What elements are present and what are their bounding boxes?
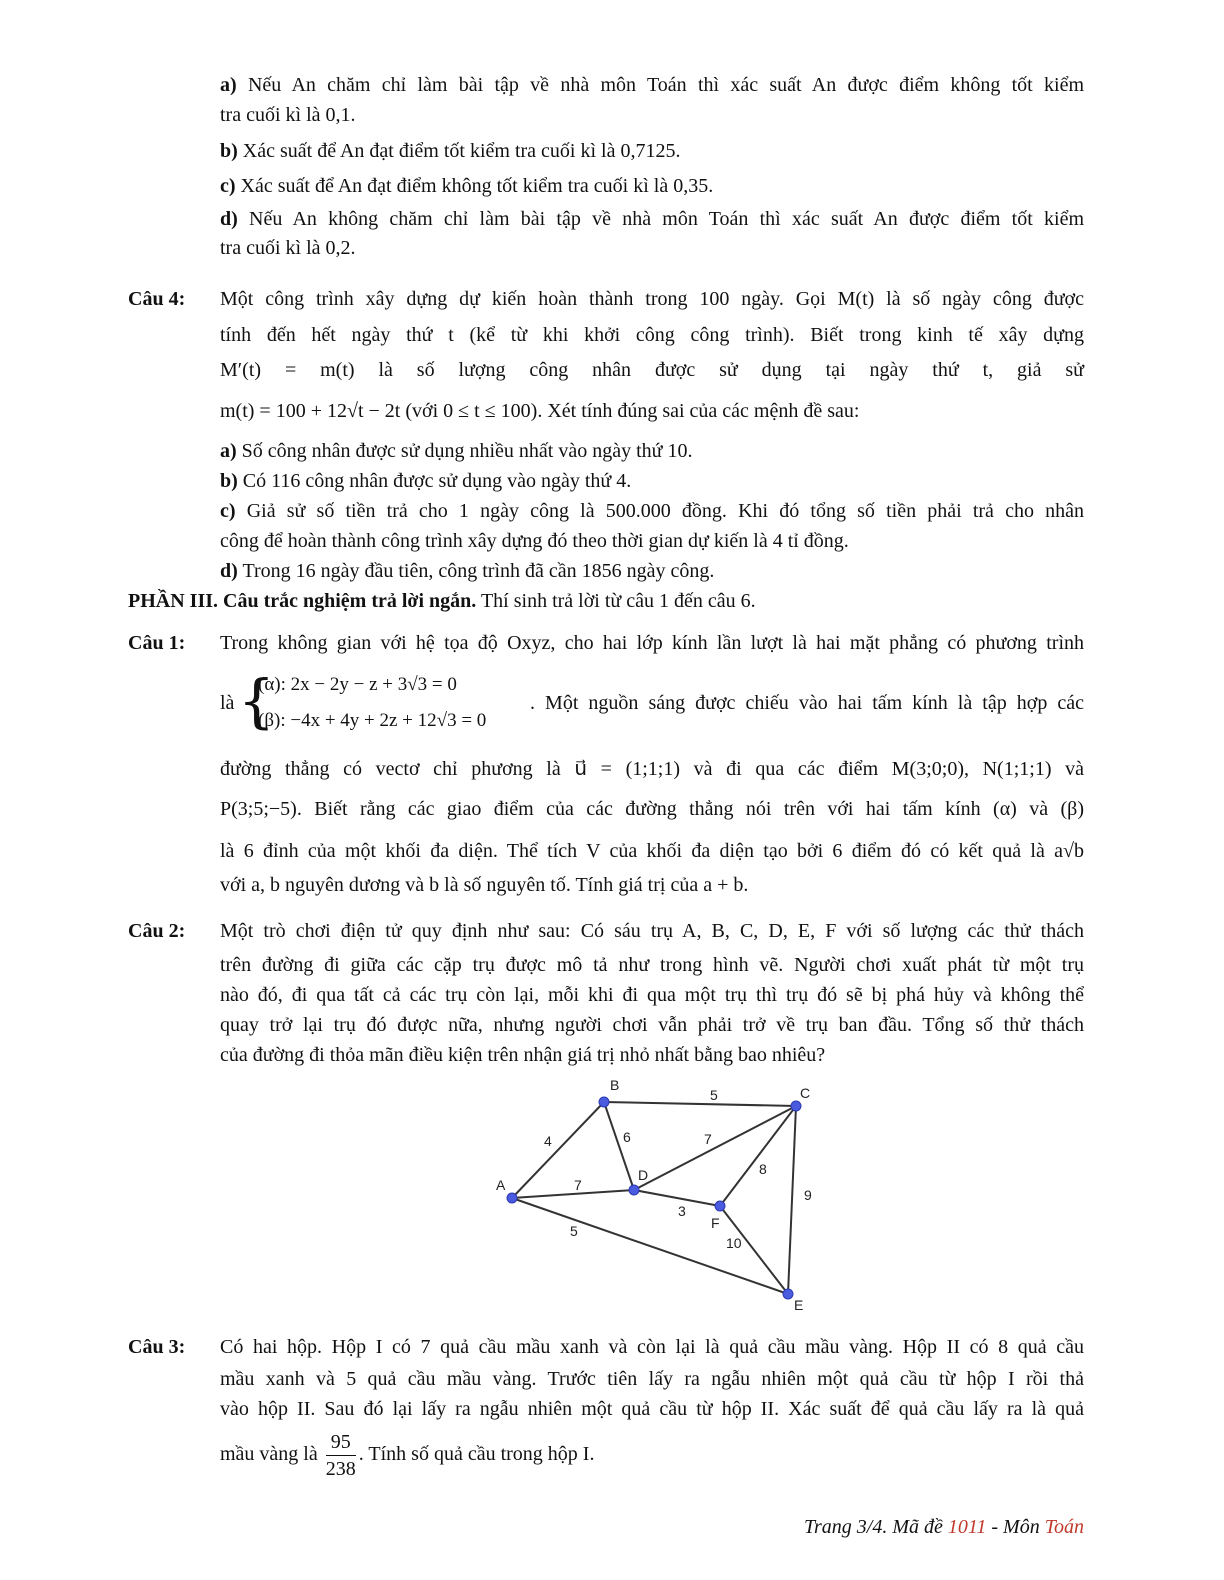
part3-heading: PHẦN III. Câu trắc nghiệm trả lời ngắn. xyxy=(128,590,477,612)
graph-edges xyxy=(512,1102,796,1294)
cau1-line6: với a, b nguyên dương và b là số nguyên tố. Tính giá trị của a + b. xyxy=(220,874,749,896)
cau2-line2: trên đường đi giữa các cặp trụ được mô tả như trong hình vẽ. Người chơi xuất phát từ một trụ xyxy=(220,954,1084,976)
cau4-d xyxy=(220,558,714,584)
cau1-line1: Trong không gian với hệ tọa độ Oxyz, cho hai lớp kính lần lượt là hai mặt phẳng có phương trình xyxy=(220,632,1084,654)
system-brace: { xyxy=(238,667,275,735)
item-text: Có 116 công nhân được sử dụng vào ngày thứ 4. xyxy=(242,470,632,492)
cau4-c-line1 xyxy=(220,498,1084,524)
item-label: d) xyxy=(220,560,238,582)
weight-BC: 5 xyxy=(710,1087,718,1103)
edge-DC xyxy=(634,1106,796,1190)
prev-b xyxy=(220,138,680,164)
weight-AE: 5 xyxy=(570,1223,578,1239)
label-F: F xyxy=(711,1215,720,1231)
label-B: B xyxy=(610,1077,620,1093)
cau4-label: Câu 4: xyxy=(128,288,186,310)
cau2-line4: quay trở lại trụ đó được nữa, nhưng người chơi vẫn phải trở về trụ ban đầu. Tổng số thử thách xyxy=(220,1014,1084,1036)
weight-CF: 8 xyxy=(759,1161,767,1177)
label-A: A xyxy=(496,1177,506,1193)
node-E xyxy=(783,1289,793,1299)
footer-sep: - Môn xyxy=(986,1516,1040,1538)
weight-AD: 7 xyxy=(574,1177,582,1193)
cau3-label: Câu 3: xyxy=(128,1336,186,1358)
node-D xyxy=(629,1185,639,1195)
edge-DF xyxy=(634,1190,720,1206)
cau4-line4: m(t) = 100 + 12√t − 2t (với 0 ≤ t ≤ 100). Xét tính đúng sai của các mệnh đề sau: xyxy=(220,400,860,422)
cau3-line4 xyxy=(220,1428,594,1482)
item-label: a) xyxy=(220,74,237,96)
prev-a-line2: tra cuối kì là 0,1. xyxy=(220,104,356,126)
exam-code: 1011 xyxy=(947,1516,987,1538)
prev-a-line1 xyxy=(220,72,1084,98)
edge-CF xyxy=(720,1106,796,1206)
weight-CE: 9 xyxy=(804,1187,812,1203)
cau1-line5: là 6 đỉnh của một khối đa diện. Thể tích V của khối đa diện tạo bởi 6 điểm đó có kết quả là a√b xyxy=(220,840,1084,862)
cau3-line3: vào hộp II. Sau đó lại lấy ra ngẫu nhiên một quả cầu từ hộp II. Xác suất để quả cầu lấy ra là quả xyxy=(220,1398,1084,1420)
label-C: C xyxy=(800,1085,811,1101)
edge-weights xyxy=(544,1087,812,1251)
item-label: a) xyxy=(220,440,237,462)
node-C xyxy=(791,1101,801,1111)
cau3-line2: mầu xanh và 5 quả cầu mầu vàng. Trước tiên lấy ra ngẫu nhiên một quả cầu từ hộp I rồi thả xyxy=(220,1368,1084,1390)
edge-AD xyxy=(512,1190,634,1198)
node-B xyxy=(599,1097,609,1107)
part3-instruction: Thí sinh trả lời từ câu 1 đến câu 6. xyxy=(480,590,756,612)
cau3-line1: Có hai hộp. Hộp I có 7 quả cầu mầu xanh và còn lại là quả cầu mầu vàng. Hộp II có 8 quả cầu xyxy=(220,1336,1084,1358)
edge-CE xyxy=(788,1106,796,1294)
item-label: d) xyxy=(220,208,238,230)
cau2-line3: nào đó, đi qua tất cả các trụ còn lại, mỗi khi đi qua một trụ thì trụ đó sẽ bị phá hủy và không thể xyxy=(220,984,1084,1006)
edge-BD xyxy=(604,1102,634,1190)
fraction-numerator: 95 xyxy=(326,1429,356,1456)
cau4-c-line2: công để hoàn thành công trình xây dựng đó theo thời gian dự kiến là 4 tỉ đồng. xyxy=(220,530,849,552)
probability-fraction xyxy=(326,1429,356,1482)
weight-BD: 6 xyxy=(623,1129,631,1145)
item-text: Nếu An không chăm chỉ làm bài tập về nhà môn Toán thì xác suất An được điểm tốt kiểm xyxy=(249,208,1085,230)
cau4-line3: M′(t) = m(t) là số lượng công nhân được sử dụng tại ngày thứ t, giả sử xyxy=(220,359,1084,381)
node-F xyxy=(715,1201,725,1211)
cau1-eq1: (α): 2x − 2y − z + 3√3 = 0 xyxy=(258,674,457,695)
edge-AB xyxy=(512,1102,604,1198)
cau4-b xyxy=(220,468,631,494)
fraction-denominator: 238 xyxy=(325,1457,356,1480)
cau2-line1: Một trò chơi điện tử quy định như sau: Có sáu trụ A, B, C, D, E, F với số lượng các thử thách xyxy=(220,920,1084,942)
item-text: Nếu An chăm chỉ làm bài tập về nhà môn Toán thì xác suất An được điểm không tốt kiểm xyxy=(247,74,1085,96)
page-footer xyxy=(804,1516,1084,1539)
item-text: Số công nhân được sử dụng nhiều nhất vào ngày thứ 10. xyxy=(241,440,693,462)
cau2-line5: của đường đi thỏa mãn điều kiện trên nhận giá trị nhỏ nhất bằng bao nhiêu? xyxy=(220,1044,826,1066)
item-label: c) xyxy=(220,500,236,522)
edge-AE xyxy=(512,1198,788,1294)
part3-heading-line xyxy=(128,588,756,614)
label-D: D xyxy=(638,1167,649,1183)
footer-prefix: Trang 3/4. Mã đề xyxy=(803,1516,943,1538)
item-label: c) xyxy=(220,175,236,197)
cau1-line4: P(3;5;−5). Biết rằng các giao điểm của các đường thẳng nói trên với hai tấm kính (α) và (β) xyxy=(220,798,1084,820)
item-text: Xác suất để An đạt điểm không tốt kiểm tra cuối kì là 0,35. xyxy=(240,175,714,197)
prev-c xyxy=(220,173,713,199)
cau4-line1: Một công trình xây dựng dự kiến hoàn thành trong 100 ngày. Gọi M(t) là số ngày công được xyxy=(220,288,1084,310)
cau1-label: Câu 1: xyxy=(128,632,186,654)
cau3-line4-post: . Tính số quả cầu trong hộp I. xyxy=(358,1443,595,1465)
cau2-label: Câu 2: xyxy=(128,920,186,942)
footer-subject: Toán xyxy=(1044,1516,1084,1538)
graph-diagram xyxy=(480,1070,840,1320)
weight-DC: 7 xyxy=(704,1131,712,1147)
cau1-eq2: (β): −4x + 4y + 2z + 12√3 = 0 xyxy=(258,710,487,731)
item-text: Trong 16 ngày đầu tiên, công trình đã cần 1856 ngày công. xyxy=(242,560,715,582)
weight-FE: 10 xyxy=(726,1235,742,1251)
item-label: b) xyxy=(220,470,238,492)
cau1-la: là xyxy=(220,692,235,714)
node-A xyxy=(507,1193,517,1203)
cau1-line3: đường thẳng có vectơ chỉ phương là u⃗ = (1;1;1) và đi qua các điểm M(3;0;0), N(1;1;1) và xyxy=(220,758,1084,780)
edge-BC xyxy=(604,1102,796,1106)
cau4-line2: tính đến hết ngày thứ t (kể từ khi khởi công công trình). Biết trong kinh tế xây dựng xyxy=(220,324,1084,346)
label-E: E xyxy=(794,1297,804,1313)
item-text: Giả sử số tiền trả cho 1 ngày công là 500.000 đồng. Khi đó tổng số tiền phải trả cho nhân xyxy=(246,500,1085,522)
weight-AB: 4 xyxy=(544,1133,552,1149)
item-text: Xác suất để An đạt điểm tốt kiểm tra cuối kì là 0,7125. xyxy=(242,140,681,162)
prev-d-line1 xyxy=(220,206,1084,232)
cau4-a xyxy=(220,438,692,464)
weight-DF: 3 xyxy=(678,1203,686,1219)
cau3-line4-pre: mầu vàng là xyxy=(220,1443,318,1465)
cau1-line2: . Một nguồn sáng được chiếu vào hai tấm kính là tập hợp các xyxy=(530,692,1084,714)
item-label: b) xyxy=(220,140,238,162)
prev-d-line2: tra cuối kì là 0,2. xyxy=(220,237,356,259)
